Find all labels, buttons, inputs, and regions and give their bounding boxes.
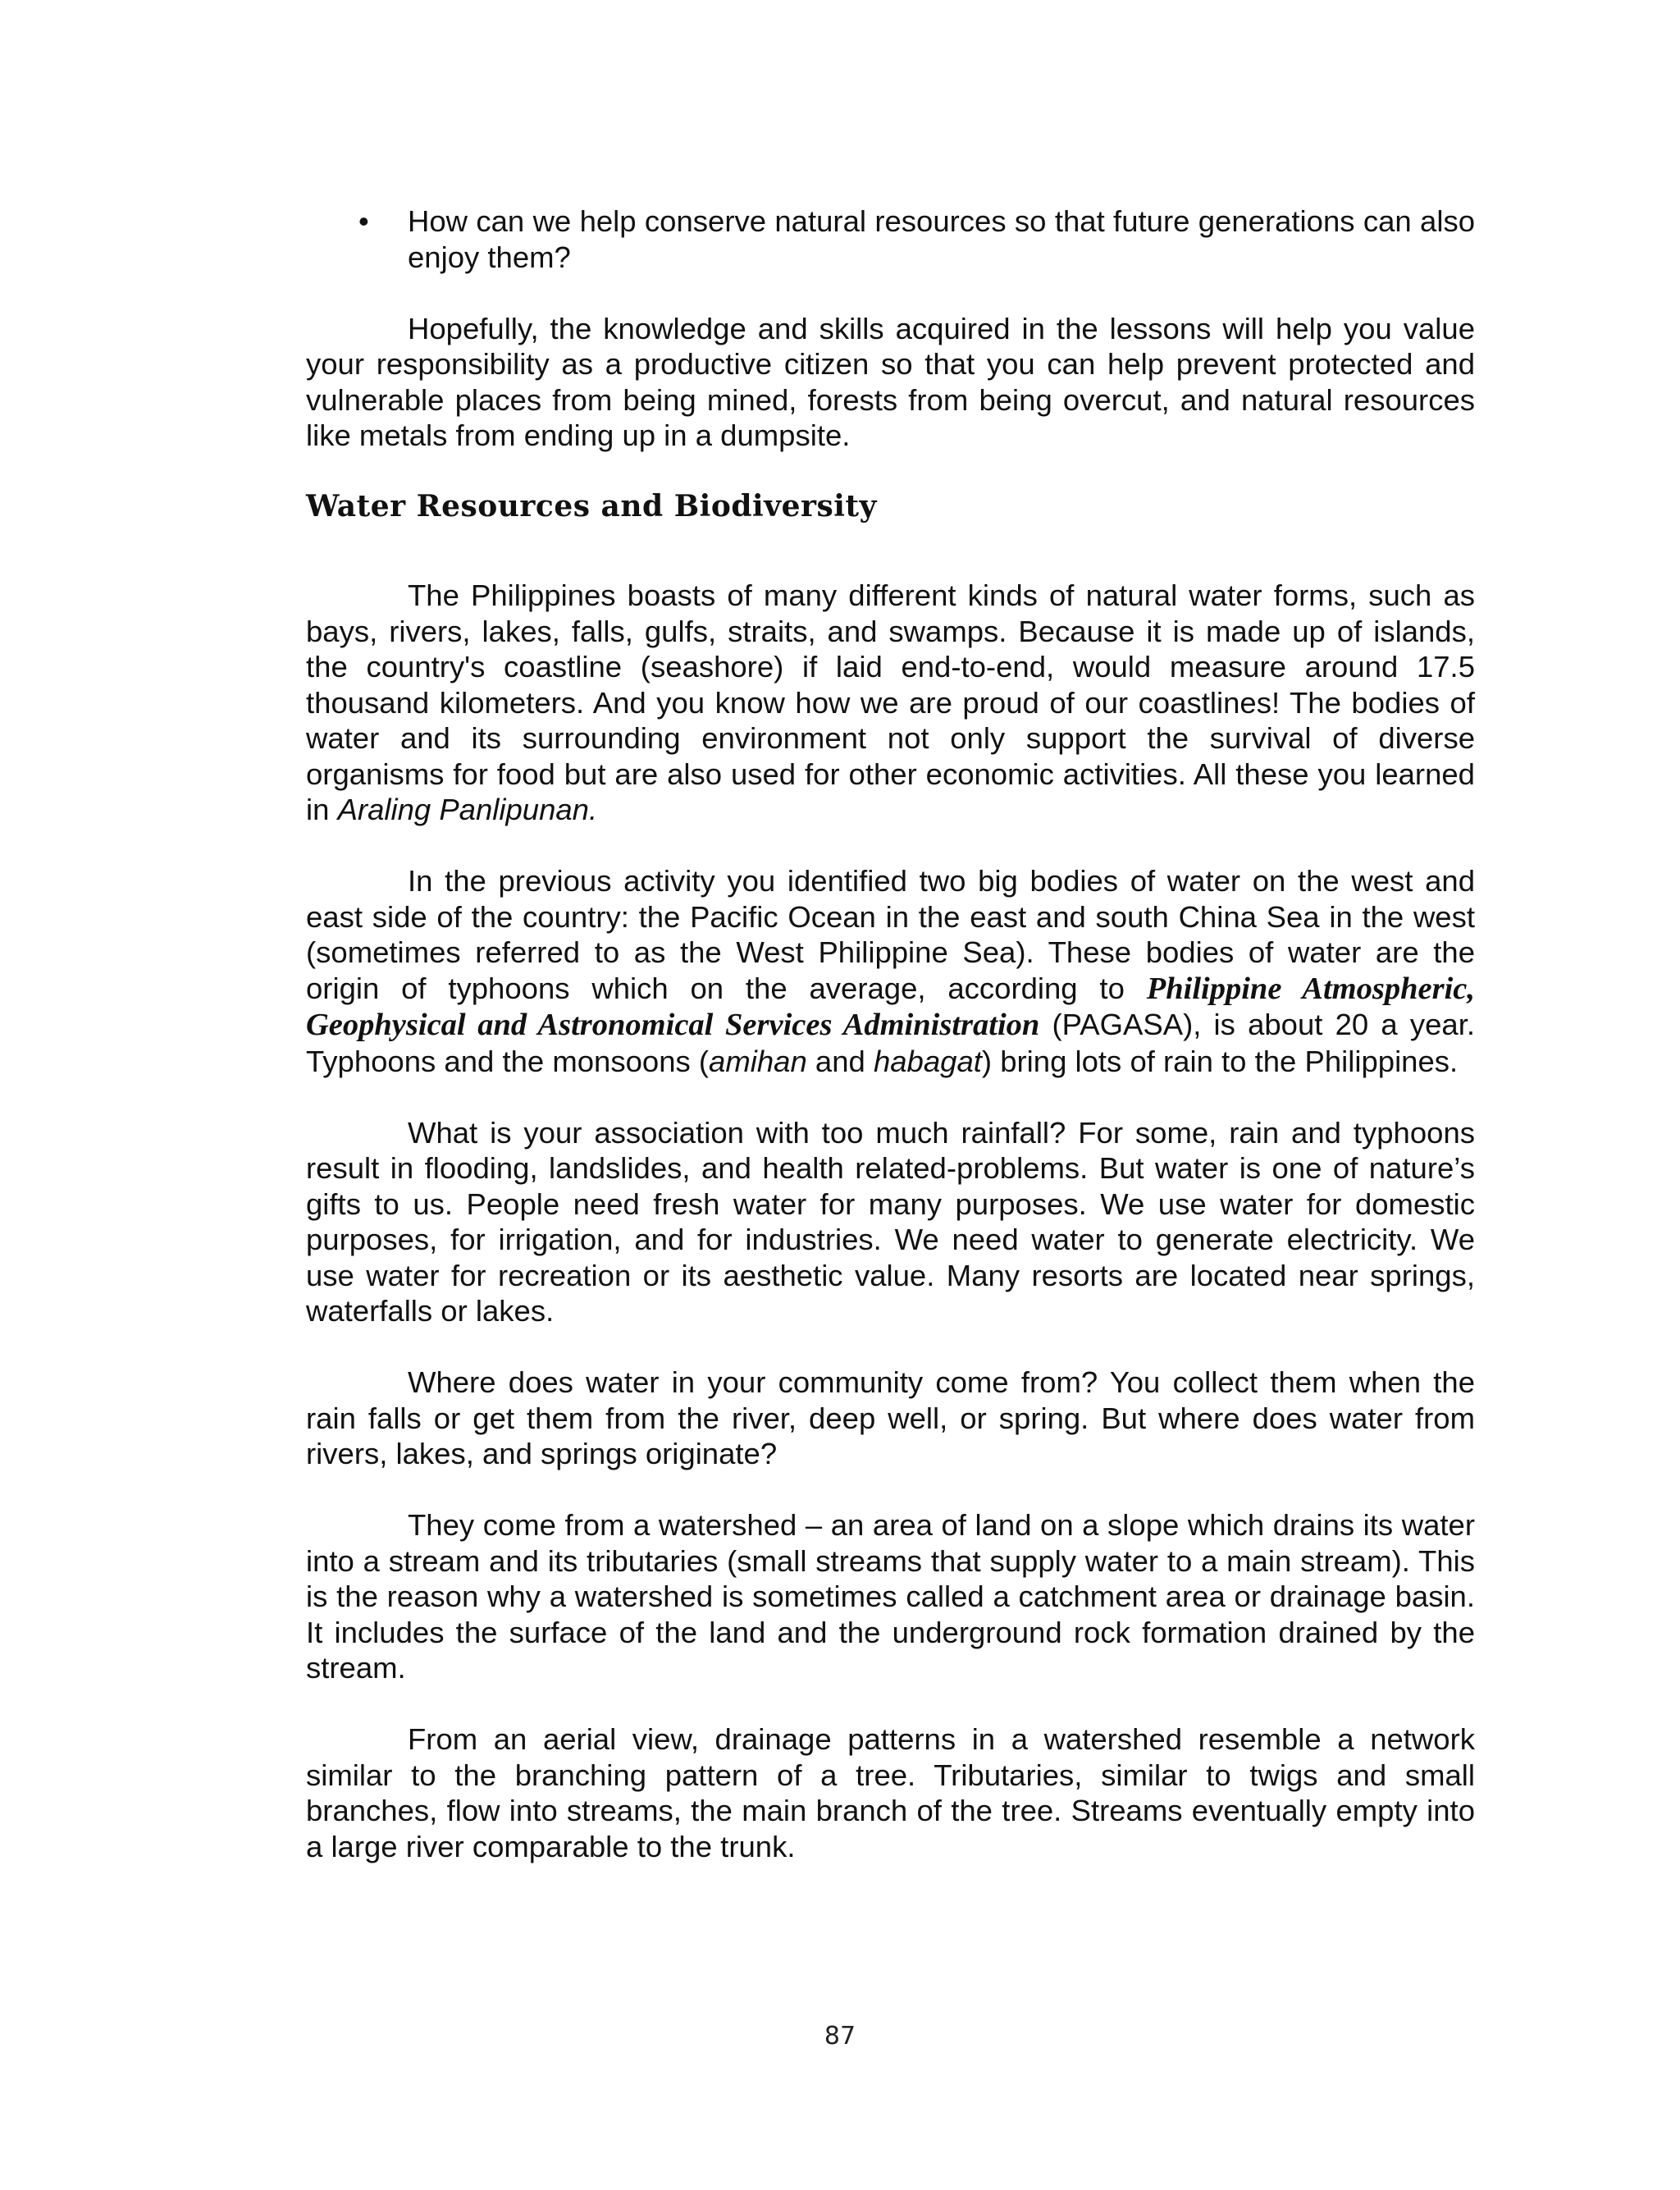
section-heading: Water Resources and Biodiversity <box>306 488 877 523</box>
paragraph-typhoons-part3: and <box>806 1044 874 1078</box>
paragraph-typhoons <box>306 863 1475 1079</box>
paragraph-watershed: They come from a watershed – an area of land on a slope which drains its water into a stream and its tributaries (small streams that supply water to a main stream). This is the reason why a watershed is sometimes called a catchment area or drainage basin. It includes the surface of the land and the underground rock formation drained by the stream. <box>306 1508 1475 1685</box>
paragraph-rainfall: What is your association with too much rainfall? For some, rain and typhoons result in flooding, landslides, and health related-problems. But water is one of nature’s gifts to us. People need fresh water for many purposes. We use water for domestic purposes, for irrigation, and for industries. We need water to generate electricity. We use water for recreation or its aesthetic value. Many resorts are located near springs, waterfalls or lakes. <box>306 1115 1475 1328</box>
paragraph-water-forms <box>306 578 1475 828</box>
habagat-term: habagat <box>873 1044 982 1078</box>
intro-paragraph: Hopefully, the knowledge and skills acquired in the lessons will help you value your responsibility as a productive citizen so that you can help prevent protected and vulnerable places from being mined, forests from being overcut, and natural resources like metals from ending up in a dumpsite. <box>306 311 1475 452</box>
bullet-item <box>306 203 1475 275</box>
paragraph-typhoons-part1: In the previous activity you identified two big bodies of water on the west and east side of the country: the Pacific Ocean in the east and south China Sea in the west (sometimes referred to as the West Philippine Sea). These bodies of water are the origin of typhoons which on the average, according to <box>306 864 1475 1005</box>
paragraph-drainage-patterns: From an aerial view, drainage patterns in a watershed resemble a network similar to the branching pattern of a tree. Tributaries, similar to twigs and small branches, flow into streams, the main branch of the tree. Streams eventually empty into a large river comparable to the trunk. <box>306 1722 1475 1863</box>
paragraph-water-source: Where does water in your community come from? You collect them when the rain falls or get them from the river, deep well, or spring. But where does water from rivers, lakes, and springs originate? <box>306 1365 1475 1470</box>
paragraph-typhoons-part4: ) bring lots of rain to the Philippines. <box>981 1044 1459 1078</box>
amihan-term: amihan <box>709 1044 807 1078</box>
paragraph-water-forms-text: The Philippines boasts of many different kinds of natural water forms, such as bays, rivers, lakes, falls, gulfs, straits, and swamps. Because it is made up of islands, the country's coastline (seashore) if laid end-to-end, would measure around 17.5 thousand kilometers. And you know how we are proud of our coastlines! The bodies of water and its surrounding environment not only support the survival of diverse organisms for food but are also used for other economic activities. All these you learned in <box>306 578 1475 826</box>
bullet-question-text: How can we help conserve natural resources so that future generations can also enjoy them? <box>408 204 1475 274</box>
pagasa-full-name: Philippine Atmospheric, Geophysical and Astronomical Services Administration <box>306 971 1475 1042</box>
page-body <box>306 203 1475 1864</box>
page-number: 87 <box>824 2022 856 2051</box>
bullet-icon: • <box>358 204 369 238</box>
paragraph-typhoons-part2: (PAGASA), is about 20 a year. Typhoons and the monsoons ( <box>306 1008 1475 1078</box>
araling-panlipunan-term: Araling Panlipunan. <box>337 793 598 826</box>
